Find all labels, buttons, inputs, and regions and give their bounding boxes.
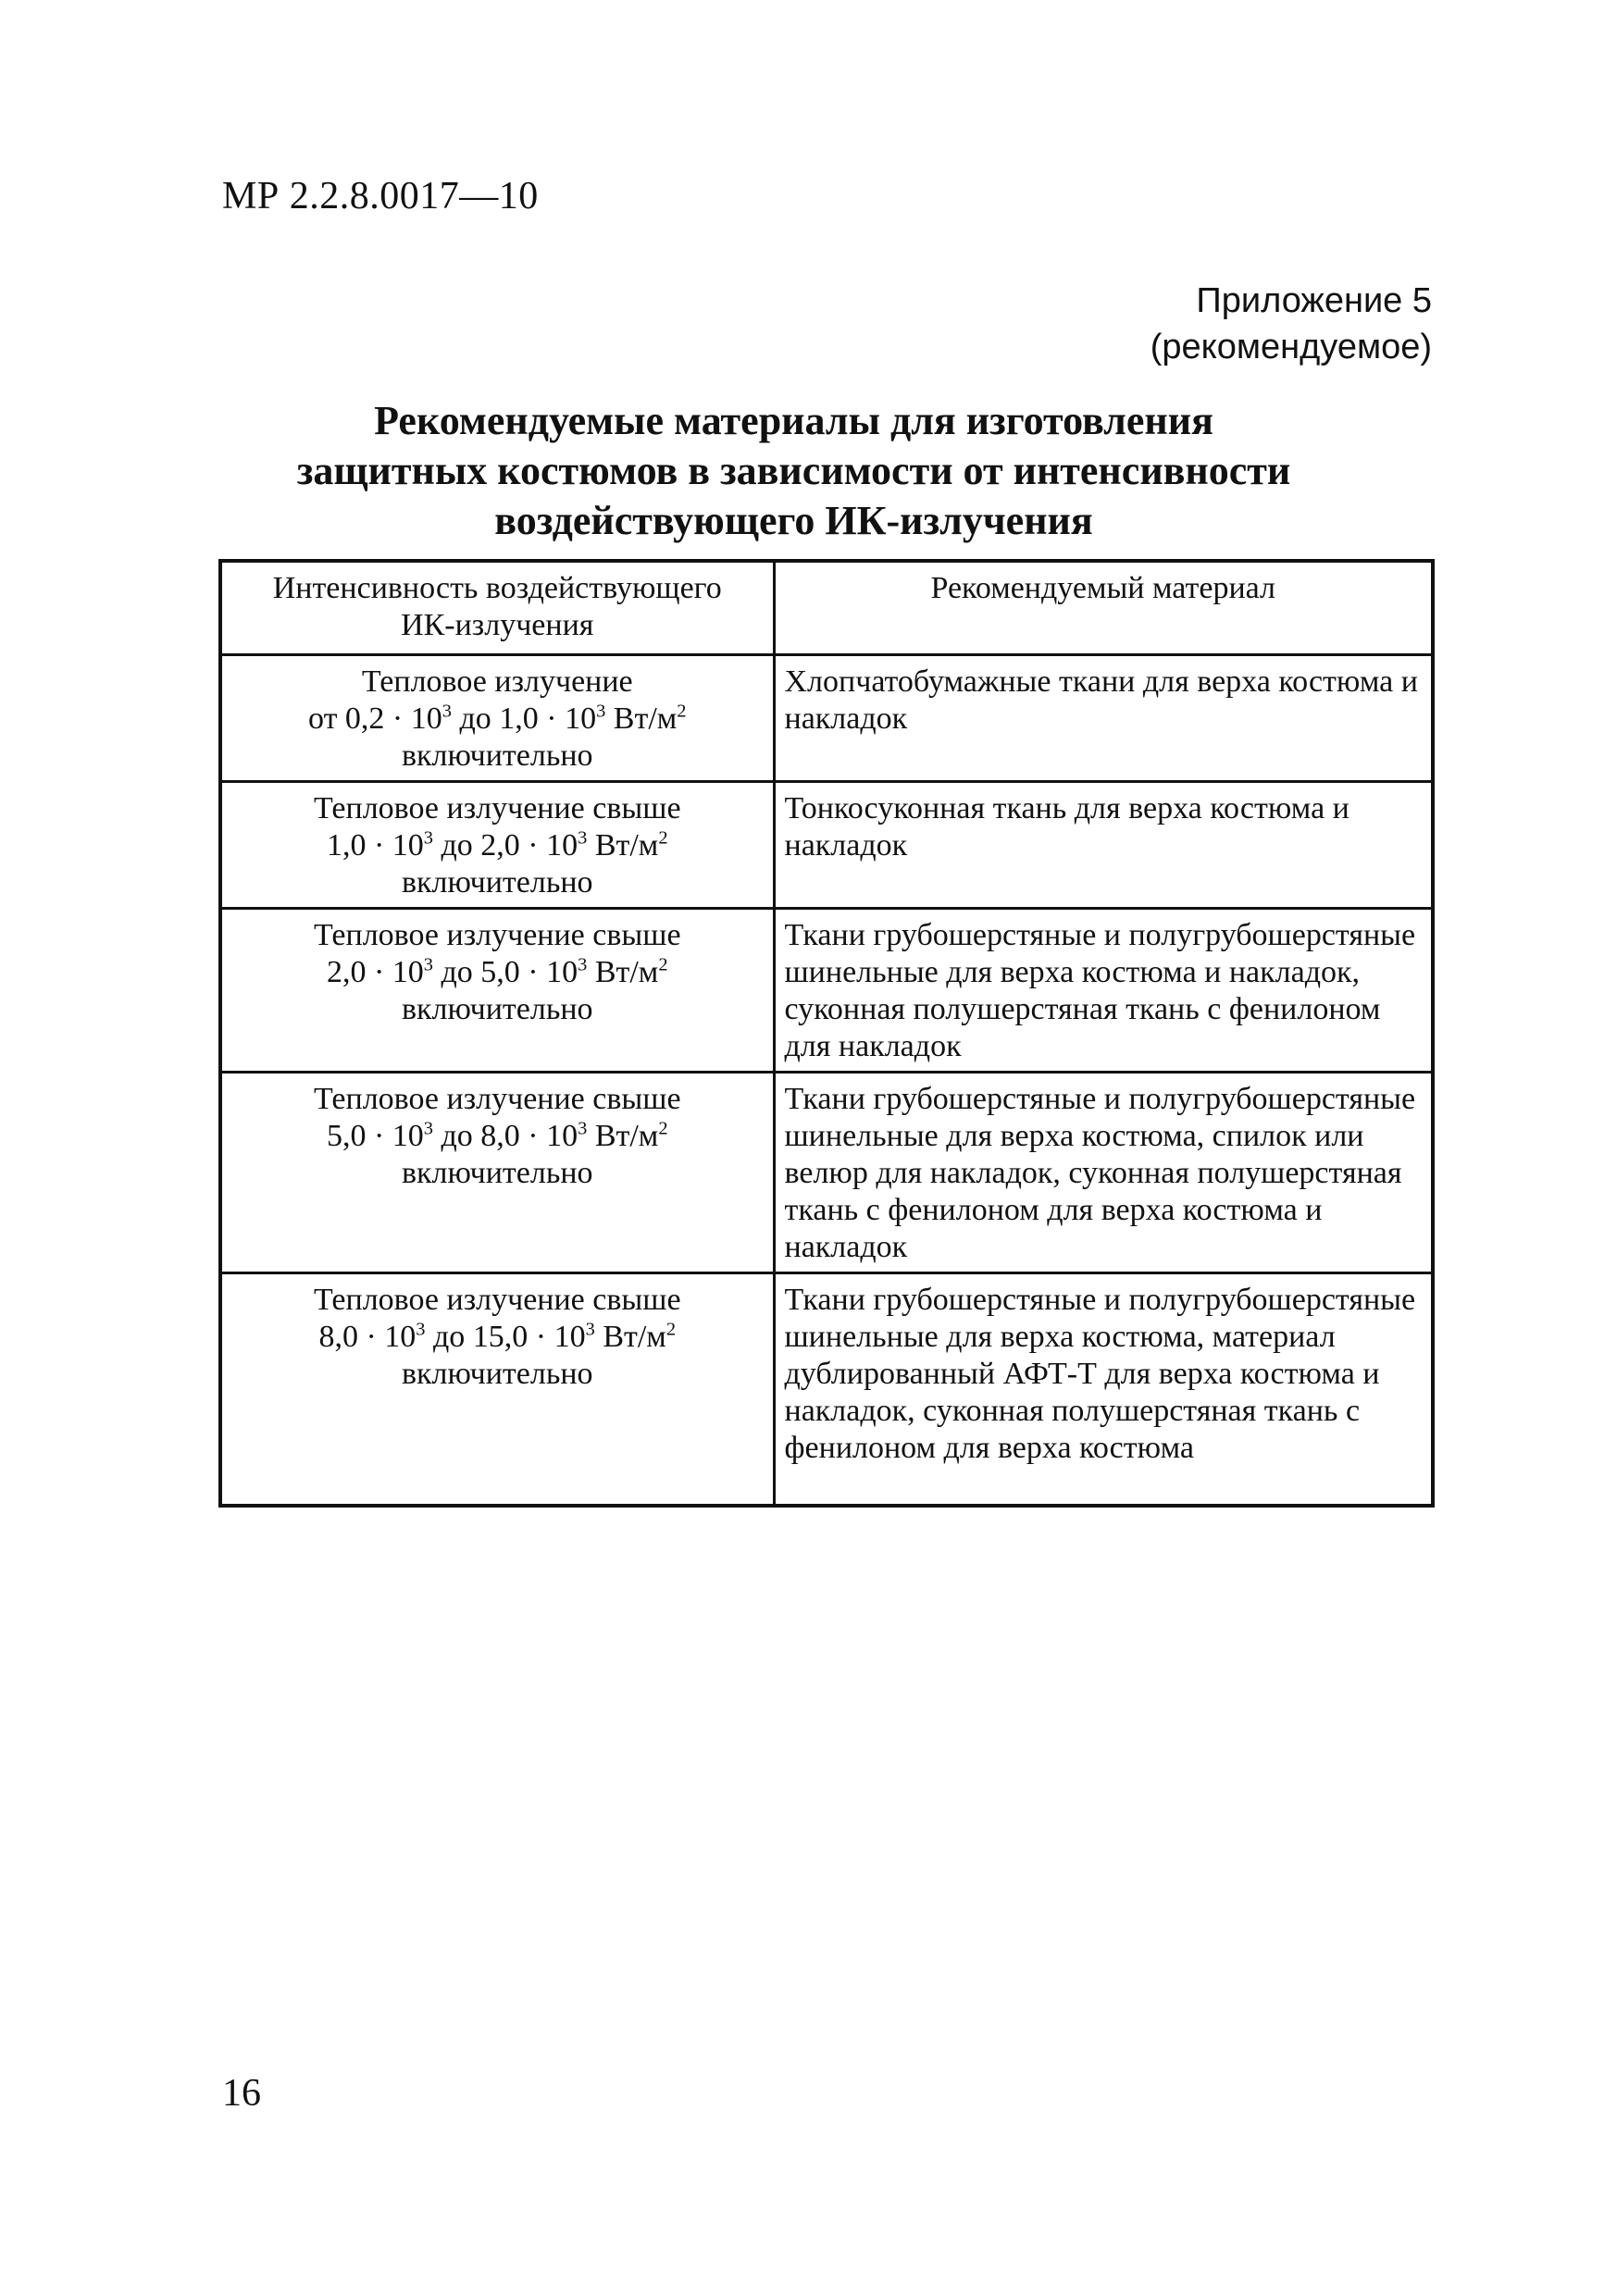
intensity-line-2: от $0,2 \cdot 10^3$ до $1,0 \cdot 10^3$ $Вт/м^2$ [308,701,687,736]
intensity-line-3: включительно [401,1156,593,1190]
intensity-line-1: Тепловое излучение свыше [313,1283,681,1317]
intensity-line-3: включительно [401,738,593,773]
table-header-row [220,561,1433,655]
material-cell: Хлопчатобумажные ткани для верха костюма и накладок [774,655,1433,782]
header-intensity-line-1: Интенсивность воздействующего [272,571,722,605]
intensity-line-3: включительно [401,992,593,1026]
header-intensity-line-2: ИК-излучения [401,608,594,642]
appendix-number: Приложение 5 [1196,281,1432,320]
header-material: Рекомендуемый материал [774,561,1433,655]
title-line-1: Рекомендуемые материалы для изготовления [374,398,1213,443]
intensity-cell [220,909,774,1073]
intensity-line-1: Тепловое излучение свыше [313,1082,681,1116]
intensity-cell [220,782,774,909]
appendix-status: (рекомендуемое) [1150,328,1432,366]
header-intensity [220,561,774,655]
page-number: 16 [222,2072,261,2115]
materials-table [218,559,1435,1508]
material-cell: Ткани грубошерстяные и полугрубошерстяные шинельные для верха костюма, спилок или велюр для накладок, суконная полушерстяная ткань с фенилоном для верха костюма и накладок [774,1073,1433,1273]
material-cell: Ткани грубошерстяные и полугрубошерстяные шинельные для верха костюма и накладок, суконная полушерстяная ткань с фенилоном для накладок [774,909,1433,1073]
intensity-cell [220,1273,774,1507]
table-title [222,396,1365,546]
table-row [220,782,1433,909]
intensity-line-2: $2,0 \cdot 10^3$ до $5,0 \cdot 10^3$ $Вт/м^2$ [326,954,668,989]
table-row [220,1273,1433,1507]
document-code: МР 2.2.8.0017—10 [222,175,539,217]
intensity-line-3: включительно [401,1357,593,1391]
intensity-cell [220,1073,774,1273]
intensity-line-2: $8,0 \cdot 10^3$ до $15,0 \cdot 10^3$ $Вт/м^2$ [318,1319,677,1354]
table-row [220,1073,1433,1273]
table-row [220,909,1433,1073]
material-cell: Тонкосуконная ткань для верха костюма и накладок [774,782,1433,909]
table-row [220,655,1433,782]
title-line-2: защитных костюмов в зависимости от интенсивности [296,448,1291,493]
intensity-line-1: Тепловое излучение свыше [313,918,681,952]
intensity-line-3: включительно [401,865,593,900]
intensity-line-1: Тепловое излучение свыше [313,791,681,825]
intensity-line-2: $5,0 \cdot 10^3$ до $8,0 \cdot 10^3$ $Вт/м^2$ [326,1118,668,1153]
intensity-cell [220,655,774,782]
material-cell: Ткани грубошерстяные и полугрубошерстяные шинельные для верха костюма, материал дублированный АФТ-Т для верха костюма и накладок, суконная полушерстяная ткань с фенилоном для верха костюма [774,1273,1433,1507]
intensity-line-1: Тепловое излучение [361,664,633,699]
intensity-line-2: $1,0 \cdot 10^3$ до $2,0 \cdot 10^3$ $Вт/м^2$ [326,827,668,863]
appendix-label [1151,278,1432,370]
title-line-3: воздействующего ИК-излучения [494,498,1093,543]
